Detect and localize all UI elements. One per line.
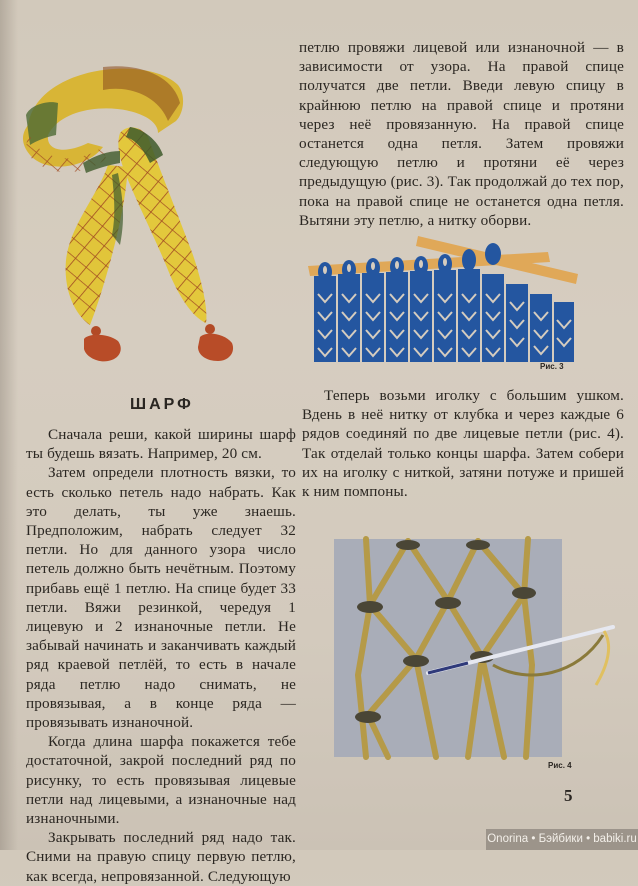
- scarf-illustration: [8, 55, 278, 365]
- figure-3-caption: Рис. 3: [540, 362, 564, 371]
- paragraph: петлю провяжи лицевой или изнаночной — в зависимости от узора. На правой спице получатся две петли. Введи левую спицу в крайнюю петлю на правой спице и протяни через неё провязанную. На правой спице останется одна петля. Затем провяжи следующую петлю и протяни её через предыдущую (рис. 3). Так продолжай до тех пор, пока на правой спице не останется одна петля. Вытяни эту петлю, а нитку оборви.: [299, 39, 624, 229]
- right-column-middle-text: [302, 386, 624, 501]
- page-number: 5: [564, 786, 573, 805]
- paragraph: Сначала реши, какой ширины шарф ты будешь вязать. Например, 20 см.: [26, 426, 296, 463]
- paragraph: Закрывать последний ряд надо так. Сними на правую спицу первую петлю, как всегда, непровязанной. Следующую: [26, 829, 296, 885]
- figure-3-knitting-illustration: [308, 236, 578, 366]
- paragraph: Затем определи плотность вязки, то есть сколько петель надо набрать. Как это делать, ты уже знаешь. Предположим, набрать следует 32 петли. Но для данного узора число петель должно быть нечётным. Поэтому прибавь ещё 1 петлю. На спице будет 33 петли. Вяжи резинкой, чередуя 1 лицевую и 2 изнаночные петли. Не забывай начинать и заканчивать каждый ряд краевой петлёй, то есть в начале ряда петлю надо снимать, не провязывая, а в конце ряда — провязывать изнаночной.: [26, 464, 296, 732]
- left-column-text: [26, 425, 296, 886]
- paragraph: Теперь возьми иголку с большим ушком. Вдень в неё нитку от клубка и через каждые 6 рядов соединяй по две лицевые петли (рис. 4). Так отделай только концы шарфа. Затем собери их на иголку с ниткой, затяни потуже и пришей к ним помпоны.: [302, 387, 624, 501]
- section-title: ШАРФ: [130, 396, 194, 413]
- pompon-right-icon: [198, 324, 233, 361]
- figure-4-needle-illustration: [328, 535, 624, 760]
- figure-4-caption: Рис. 4: [548, 761, 572, 770]
- pompon-left-icon: [84, 326, 121, 361]
- watermark: Onorina • Бэйбики • babiki.ru: [486, 829, 638, 850]
- right-column-top-text: [299, 38, 624, 230]
- paragraph: Когда длина шарфа покажется тебе достаточной, закрой последний ряд по рисунку, то есть провязывая лицевые петли над лицевыми, а изнаночные над изнаночными.: [26, 733, 296, 828]
